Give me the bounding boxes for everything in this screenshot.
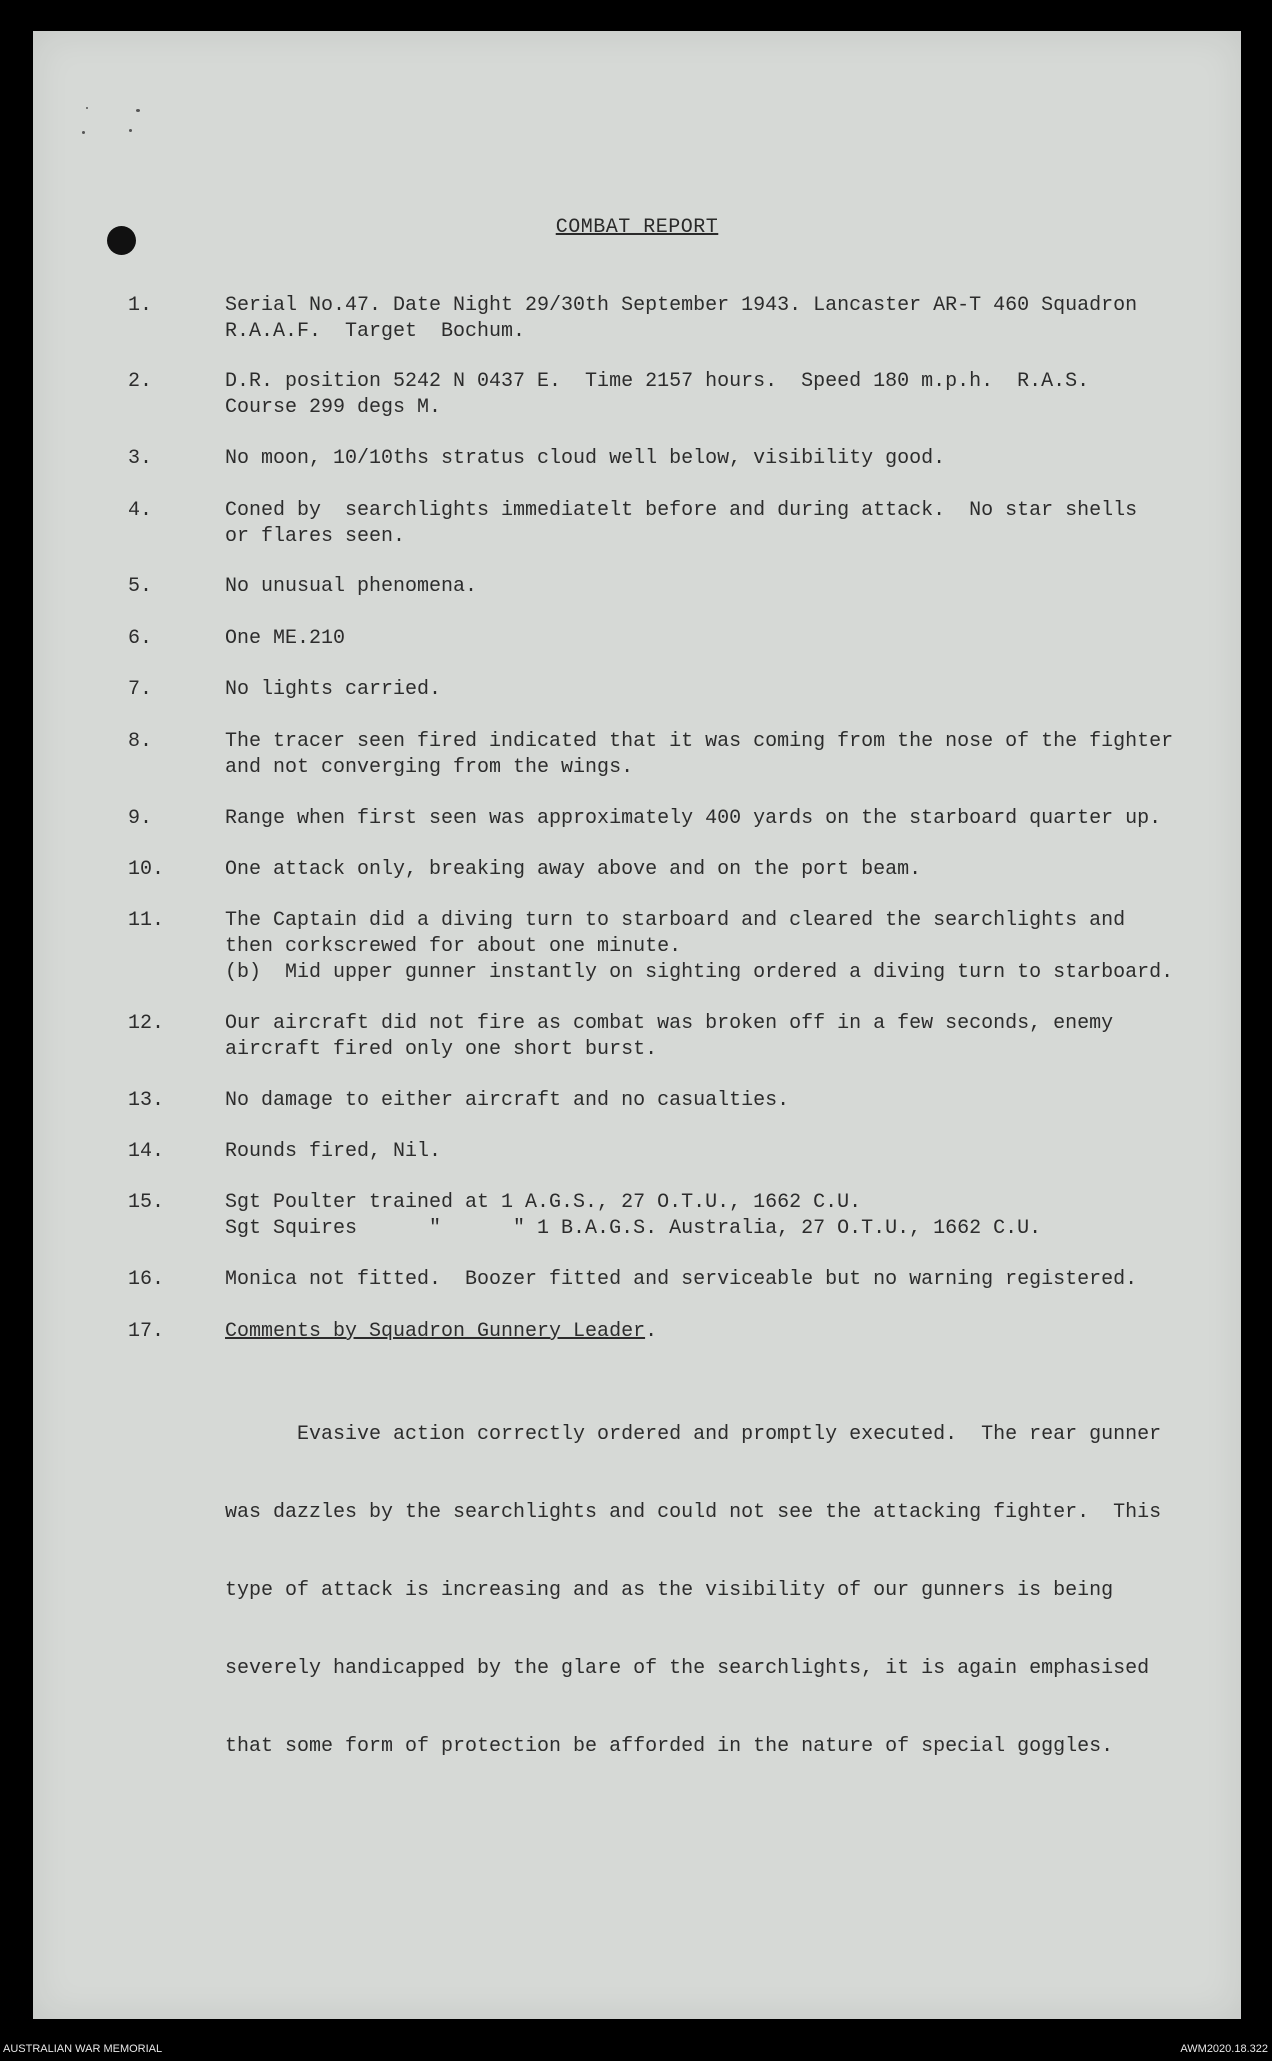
item-text: Serial No.47. Date Night 29/30th September 1943. Lancaster AR-T 460 Squadron R.A.A.F. Target Bochum. <box>225 294 1138 343</box>
paper-speck <box>129 129 132 132</box>
item-number: 10. <box>128 858 165 881</box>
item-number: 6. <box>128 627 153 650</box>
paper-speck <box>86 107 88 109</box>
item-text: The tracer seen fired indicated that it was coming from the nose of the fighter and not converging from the wings. <box>225 730 1174 779</box>
item-text: Our aircraft did not fire as combat was broken off in a few seconds, enemy aircraft fired only one short burst. <box>225 1012 1114 1061</box>
gunnery-leader-comments: Evasive action correctly ordered and promptly executed. The rear gunner was dazzles by the searchlights and could not see the attacking fighter. This type of attack is increasing and as the visibility of our gunners is being severely handicapped by the glare of the searchlights, it is again emphasised that some form of protection be afforded in the nature of special goggles. <box>225 1423 1162 1758</box>
comments-heading: Comments by Squadron Gunnery Leader <box>225 1320 646 1343</box>
footer-reference-id: AWM2020.18.322 <box>1180 2043 1268 2055</box>
document-page <box>33 31 1241 2019</box>
item-number: 5. <box>128 575 153 598</box>
item-number: 13. <box>128 1089 165 1112</box>
item-number: 4. <box>128 499 153 522</box>
item-number: 15. <box>128 1191 165 1214</box>
paper-speck <box>136 109 140 112</box>
paper-speck <box>82 131 85 134</box>
item-number: 9. <box>128 807 153 830</box>
item-number: 7. <box>128 678 153 701</box>
footer-source-label: AUSTRALIAN WAR MEMORIAL <box>3 2043 163 2055</box>
item-text: Range when first seen was approximately 400 yards on the starboard quarter up. <box>225 807 1162 830</box>
item-text: Sgt Poulter trained at 1 A.G.S., 27 O.T.U., 1662 C.U. Sgt Squires " " 1 B.A.G.S. Australia, 27 O.T.U., 1662 C.U. <box>225 1191 1042 1240</box>
item-number: 12. <box>128 1012 165 1035</box>
item-text: Coned by searchlights immediatelt before and during attack. No star shells or flares seen. <box>225 499 1138 548</box>
item-text: No unusual phenomena. <box>225 575 478 598</box>
item-text: Monica not fitted. Boozer fitted and serviceable but no warning registered. <box>225 1268 1138 1291</box>
item-number: 1. <box>128 294 153 317</box>
item-number: 2. <box>128 370 153 393</box>
item-number: 3. <box>128 447 153 470</box>
item-text: The Captain did a diving turn to starboard and cleared the searchlights and then corkscrewed for about one minute. (b) Mid upper gunner instantly on sighting ordered a diving turn to starboard. <box>225 909 1174 984</box>
item-text: One ME.210 <box>225 627 346 650</box>
item-number: 16. <box>128 1268 165 1291</box>
item-text: No lights carried. <box>225 678 442 701</box>
item-number: 8. <box>128 730 153 753</box>
item-number: 14. <box>128 1140 165 1163</box>
item-text: No damage to either aircraft and no casualties. <box>225 1089 790 1112</box>
item-number: 17. <box>128 1320 165 1343</box>
item-number: 11. <box>128 909 165 932</box>
item-text: One attack only, breaking away above and on the port beam. <box>225 858 922 881</box>
item-text: D.R. position 5242 N 0437 E. Time 2157 hours. Speed 180 m.p.h. R.A.S. Course 299 degs M. <box>225 370 1090 419</box>
item-text: Rounds fired, Nil. <box>225 1140 442 1163</box>
document-title: COMBAT REPORT <box>555 216 719 239</box>
item-text: Comments by Squadron Gunnery Leader. <box>225 1320 658 1343</box>
item-text: No moon, 10/10ths stratus cloud well below, visibility good. <box>225 447 946 470</box>
